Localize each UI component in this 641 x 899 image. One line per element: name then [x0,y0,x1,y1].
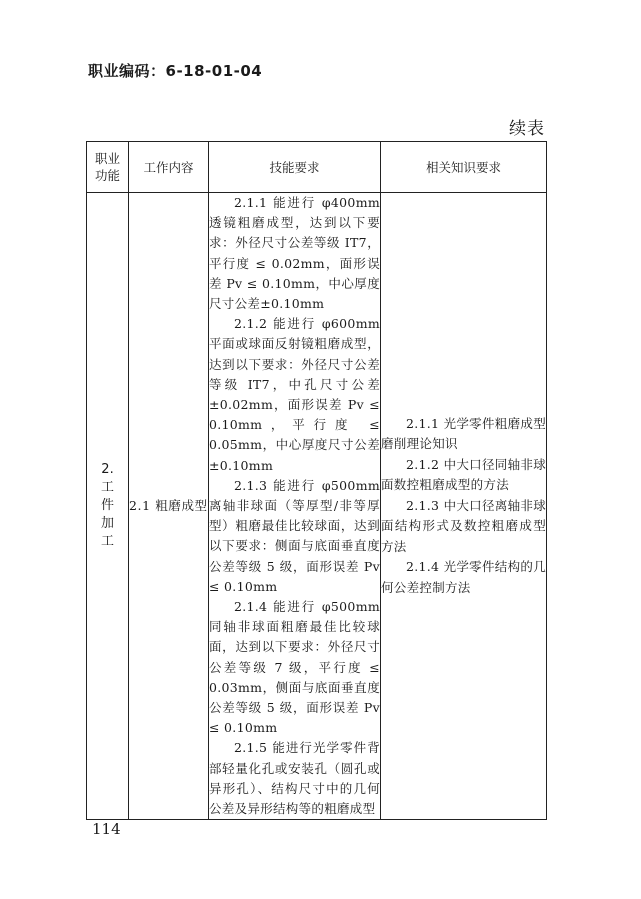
skills-table [86,141,547,820]
function-name: 工件加工 [101,480,115,550]
skill-item: 2.1.5 能进行光学零件背部轻量化孔或安装孔（圆孔或异形孔）、结构尺寸中的几何公差及异形结构等的粗磨成型 [209,740,380,817]
cell-skill-requirements [209,193,381,820]
continued-table-label: 续表 [509,119,545,139]
occupation-code: 职业编码：6-18-01-04 [88,62,263,80]
knowledge-item: 2.1.4 光学零件结构的几何公差控制方法 [381,559,546,595]
page-number: 114 [92,820,121,838]
work-content-text: 2.1 粗磨成型 [129,498,208,514]
skill-item: 2.1.2 能进行 φ600mm 平面或球面反射镜粗磨成型，达到以下要求：外径尺寸公差等级 IT7，中孔尺寸公差±0.02mm，面形误差 Pv ≤ 0.10mm，平行度 ≤ 0.05mm，中心厚度尺寸公差±0.10mm [209,316,380,473]
table-header-row [87,142,547,193]
function-number: 2. [101,462,114,478]
knowledge-item: 2.1.3 中大口径离轴非球面结构形式及数控粗磨成型方法 [381,497,546,554]
cell-knowledge-requirements [381,193,547,820]
table-row [87,193,547,820]
knowledge-item: 2.1.1 光学零件粗磨成型磨削理论知识 [381,415,546,452]
skill-item: 2.1.3 能进行 φ500mm 离轴非球面（等厚型/非等厚型）粗磨最佳比较球面，达到以下要求：侧面与底面垂直度公差等级 5 级，面形误差 Pv ≤ 0.10mm [209,477,380,594]
cell-function [87,193,129,820]
skill-item: 2.1.4 能进行 φ500mm 同轴非球面粗磨最佳比较球面，达到以下要求：外径尺寸公差等级 7 级，平行度 ≤ 0.03mm，侧面与底面垂直度公差等级 5 级，面形误差 Pv ≤ 0.10mm [209,599,380,736]
header-skill-requirements: 技能要求 [209,142,381,193]
header-work-content: 工作内容 [129,142,209,193]
knowledge-item: 2.1.2 中大口径同轴非球面数控粗磨成型的方法 [381,456,546,493]
cell-work-content [129,193,209,820]
header-function: 职业功能 [87,142,129,193]
skill-item: 2.1.1 能进行 φ400mm 透镜粗磨成型，达到以下要求：外径尺寸公差等级 IT7，平行度 ≤ 0.02mm，面形误差 Pv ≤ 0.10mm，中心厚度尺寸公差±0.10mm [209,195,380,312]
header-knowledge-requirements: 相关知识要求 [381,142,547,193]
